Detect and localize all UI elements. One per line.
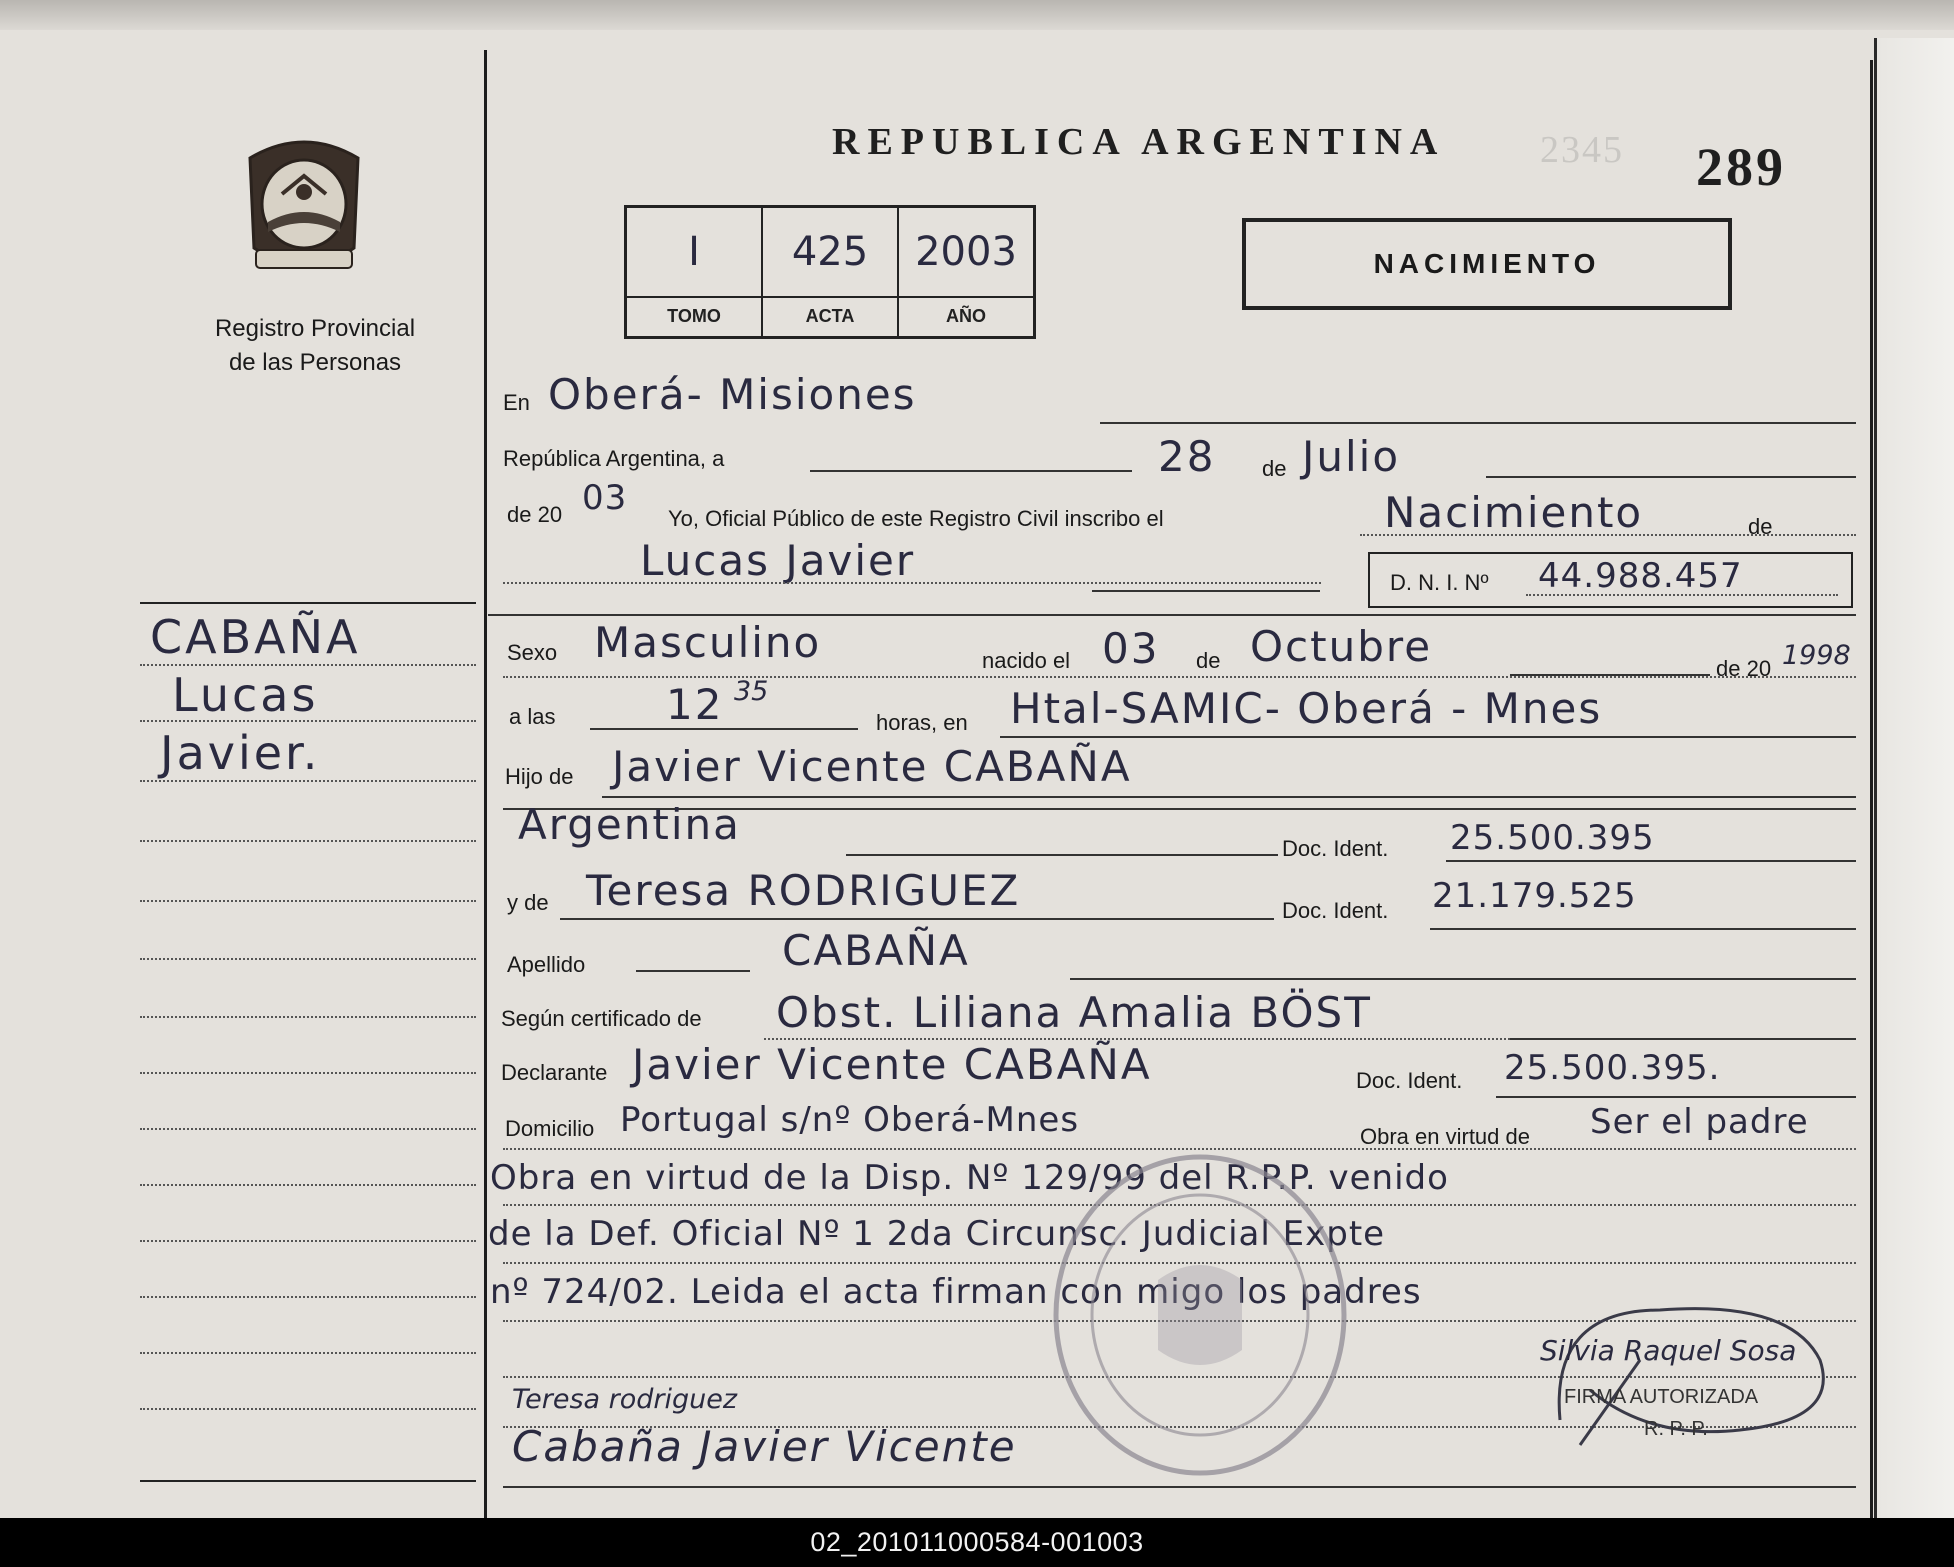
registry-line1: Registro Provincial: [214, 315, 416, 342]
apellido-label: Apellido: [507, 952, 586, 977]
de-year-label: de 20: [507, 502, 563, 527]
de-label: de: [1748, 514, 1773, 539]
father-name: Javier Vicente CABAÑA: [612, 742, 1132, 791]
form-line: [503, 1486, 1856, 1488]
a-las-label: a las: [509, 704, 556, 729]
form-line: [1070, 978, 1856, 980]
left-dotted-line: [140, 1408, 476, 1410]
domicilio-label: Domicilio: [505, 1116, 595, 1141]
father-nationality: Argentina: [518, 800, 741, 849]
segun-label: Según certificado de: [501, 1006, 702, 1031]
left-dotted-line: [140, 1240, 476, 1242]
left-dotted-line: [140, 1296, 476, 1298]
right-border: [1870, 60, 1873, 1518]
official-signature: Silvia Raquel Sosa: [1540, 1334, 1797, 1367]
section-rule: [488, 614, 1856, 616]
doc-ident-label: Doc. Ident.: [1356, 1068, 1463, 1093]
anio-value: 2003: [915, 229, 1017, 275]
acta-label: ACTA: [763, 296, 897, 336]
record-reference-box: [624, 205, 1036, 339]
margin-name2: Javier.: [160, 726, 321, 780]
place-value: Oberá- Misiones: [548, 370, 917, 419]
left-dotted-line: [140, 1352, 476, 1354]
form-line: [1100, 422, 1856, 424]
child-name: Lucas Javier: [640, 536, 916, 585]
left-dotted-line: [140, 720, 476, 722]
dotted-line: [503, 676, 1856, 678]
dotted-line: [1526, 594, 1838, 596]
left-rule: [140, 1480, 476, 1482]
form-line: [846, 854, 1278, 856]
republica-label: República Argentina, a: [503, 446, 725, 471]
form-line: [1446, 860, 1856, 862]
declarante-label: Declarante: [501, 1060, 608, 1085]
left-dotted-line: [140, 1184, 476, 1186]
image-footer-code: 02_201011000584-001003: [0, 1518, 1954, 1567]
note-line3: nº 724/02. Leida el acta firman con migo los padres: [490, 1272, 1422, 1312]
margin-surname: CABAÑA: [150, 610, 361, 664]
anio-label: AÑO: [899, 296, 1033, 336]
mother-doc: 21.179.525: [1432, 876, 1637, 916]
page-shadow: [0, 0, 1954, 30]
birth-place: Htal-SAMIC- Oberá - Mnes: [1010, 684, 1603, 733]
note-line1: Obra en virtud de la Disp. Nº 129/99 del R.P.P. venido: [490, 1158, 1449, 1198]
hijo-label: Hijo de: [505, 764, 574, 789]
mother-name: Teresa RODRIGUEZ: [586, 866, 1021, 915]
form-line: [1510, 1038, 1856, 1040]
left-dotted-line: [140, 958, 476, 960]
left-dotted-line: [140, 1016, 476, 1018]
registry-line2: de las Personas: [228, 349, 402, 376]
document-number: 289: [1696, 137, 1786, 197]
form-line: [602, 796, 1856, 798]
form-line: [560, 918, 1274, 920]
rpp-label: R. P. P.: [1644, 1418, 1708, 1440]
obra-value: Ser el padre: [1590, 1102, 1809, 1142]
act-kind: Nacimiento: [1384, 488, 1644, 537]
birth-day: 03: [1102, 624, 1160, 673]
de-label: de: [1196, 648, 1221, 673]
tomo-cell: [627, 208, 763, 336]
left-rule: [140, 602, 476, 604]
birth-month: Octubre: [1250, 622, 1433, 671]
left-dotted-line: [140, 900, 476, 902]
mother-signature: Teresa rodriguez: [512, 1384, 738, 1415]
de-year2-label: de 20: [1716, 656, 1772, 681]
page-edge: [1874, 38, 1954, 1518]
de-label: de: [1262, 456, 1287, 481]
anio-cell: [899, 208, 1033, 336]
faint-stamp: 2345: [1540, 129, 1624, 171]
column-divider: [484, 50, 487, 1518]
year-suffix: 03: [582, 478, 628, 518]
sexo-label: Sexo: [507, 640, 558, 665]
dni-value: 44.988.457: [1538, 556, 1743, 596]
domicilio-value: Portugal s/nº Oberá-Mnes: [620, 1100, 1080, 1140]
margin-name1: Lucas: [172, 668, 319, 722]
document-title: REPUBLICA ARGENTINA: [832, 121, 1446, 163]
father-doc: 25.500.395: [1450, 818, 1655, 858]
obra-label: Obra en virtud de: [1360, 1124, 1530, 1149]
birth-year: 1998: [1782, 640, 1851, 671]
doc-ident-label: Doc. Ident.: [1282, 836, 1389, 861]
record-type-box: NACIMIENTO: [1242, 218, 1732, 310]
official-seal: [1048, 1150, 1352, 1480]
dotted-line: [503, 582, 1321, 584]
left-dotted-line: [140, 1072, 476, 1074]
left-dotted-line: [140, 840, 476, 842]
declarante-doc: 25.500.395.: [1504, 1048, 1721, 1088]
doc-ident-label: Doc. Ident.: [1282, 898, 1389, 923]
declarante-name: Javier Vicente CABAÑA: [632, 1040, 1152, 1089]
acta-value: 425: [791, 229, 869, 275]
form-line: [1496, 1096, 1856, 1098]
left-dotted-line: [140, 1128, 476, 1130]
sexo-value: Masculino: [594, 618, 822, 667]
note-line2: de la Def. Oficial Nº 1 2da Circunsc. Judicial Expte: [488, 1214, 1386, 1254]
en-label: En: [503, 390, 530, 415]
acta-cell: [763, 208, 899, 336]
apellido-value: CABAÑA: [782, 926, 970, 975]
form-line: [1000, 736, 1856, 738]
certifier-name: Obst. Liliana Amalia BÖST: [776, 988, 1372, 1037]
form-line: [1430, 928, 1856, 930]
y-de-label: y de: [507, 890, 549, 915]
month-value: Julio: [1302, 432, 1401, 481]
minutes-value: 35: [734, 676, 769, 707]
tomo-value: I: [688, 229, 700, 275]
provincia-misiones-logo: [238, 132, 370, 282]
left-dotted-line: [140, 664, 476, 666]
nacido-label: nacido el: [982, 648, 1071, 673]
day-value: 28: [1158, 432, 1216, 481]
form-line: [590, 728, 858, 730]
form-line: [810, 470, 1132, 472]
dni-label: D. N. I. Nº: [1390, 570, 1489, 595]
form-line: [1092, 590, 1320, 592]
form-line: [636, 970, 750, 972]
firma-label: FIRMA AUTORIZADA: [1564, 1386, 1759, 1408]
left-dotted-line: [140, 780, 476, 782]
registry-name: [150, 312, 480, 380]
hour-value: 12: [666, 680, 724, 729]
form-line: [1486, 476, 1856, 478]
horas-label: horas, en: [876, 710, 968, 735]
father-signature: Cabaña Javier Vicente: [512, 1422, 1017, 1471]
oficial-text: Yo, Oficial Público de este Registro Civil inscribo el: [668, 506, 1164, 531]
tomo-label: TOMO: [627, 296, 761, 336]
